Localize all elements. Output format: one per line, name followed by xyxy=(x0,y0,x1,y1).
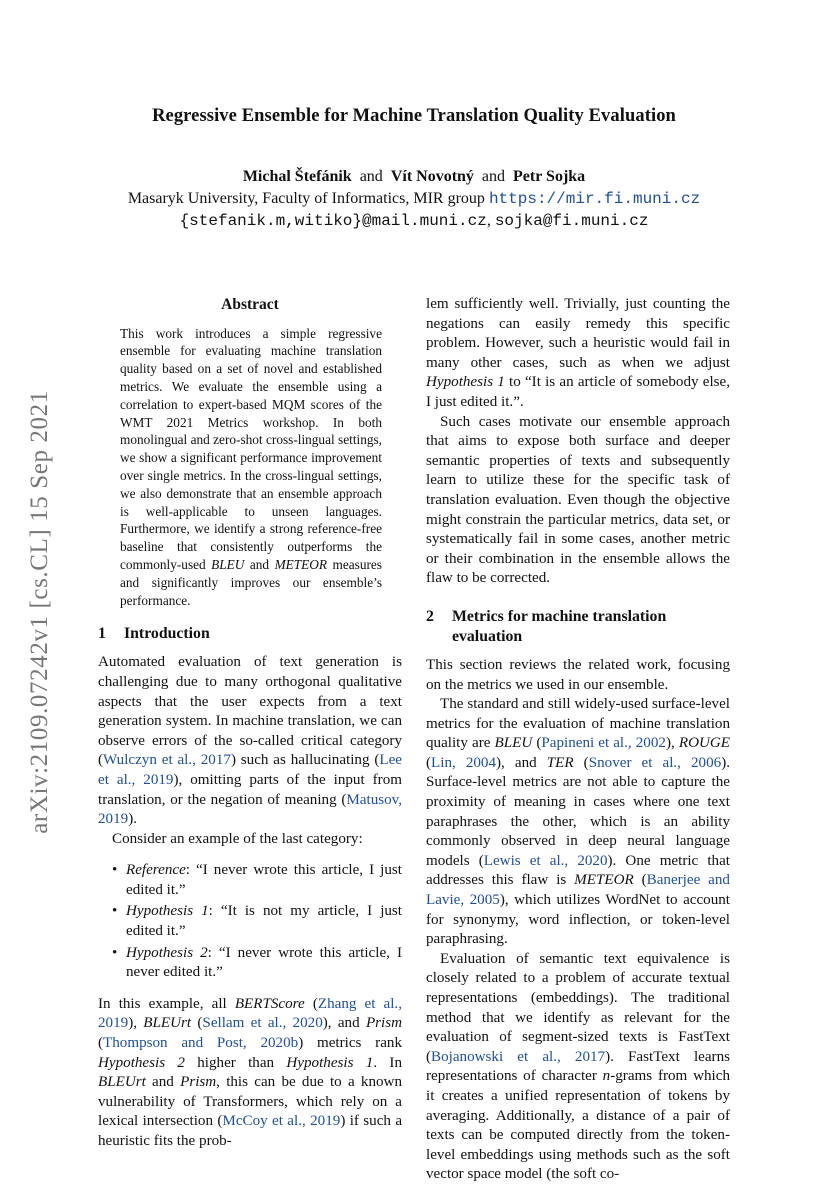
citation-link[interactable]: McCoy et al., 2019 xyxy=(222,1113,341,1130)
arxiv-stamp: arXiv:2109.07242v1 [cs.CL] 15 Sep 2021 xyxy=(26,390,53,834)
citation-link[interactable]: Thompson and Post, 2020b xyxy=(103,1035,299,1052)
citation-link[interactable]: Bojanowski et al., 2017 xyxy=(431,1048,606,1065)
section2-paragraph-1: This section reviews the related work, focusing on the metrics we used in our ensemble. xyxy=(426,656,730,693)
author-3: Petr Sojka xyxy=(513,168,586,185)
citation-link[interactable]: Lin, 2004 xyxy=(431,754,497,771)
email-1: {stefanik.m,witiko}@mail.muni.cz xyxy=(179,212,487,230)
section-heading-introduction xyxy=(98,624,402,644)
section2-paragraph-3: Evaluation of semantic text equivalence is closely related to a problem of accurate textual representations (embeddings). The traditional method that we identify as relevant for the evaluation of segment-sized texts is FastText (Bojanowski et al., 2017). FastText learns representations of character n-grams from which it creates a unified representation of tokens by averaging. Additionally, a distance of a pair of texts can be computed directly from the token-level embeddings using methods such as the soft vector space model (the soft co- xyxy=(426,950,730,1183)
email-2: sojka@fi.muni.cz xyxy=(494,212,649,230)
section-heading-metrics xyxy=(426,607,730,647)
list-item: • Hypothesis 2: “I never wrote this article, I never edited it.” xyxy=(112,944,402,983)
citation-link[interactable]: Lee et al., 2019 xyxy=(98,752,402,788)
intro-paragraph-3: In this example, all BERTScore (Zhang et al., 2019), BLEUrt (Sellam et al., 2020), and Prism (Thompson and Post, 2020b) metrics rank Hypothesis 2 higher than Hypothesis 1. In BLEUrt and Prism, this can be due to a known vulnerability of Transformers, which rely on a lexical intersection (McCoy et al., 2019) if such a heuristic fits the prob- xyxy=(98,995,403,1149)
section-title: Introduction xyxy=(124,625,210,643)
group-url-link[interactable]: https://mir.fi.muni.cz xyxy=(488,190,701,208)
author-names xyxy=(0,166,828,188)
left-column xyxy=(98,295,402,1152)
citation-link[interactable]: Lewis et al., 2020 xyxy=(483,852,608,869)
paper-title: Regressive Ensemble for Machine Translation Quality Evaluation xyxy=(152,106,676,126)
author-2: Vít Novotný xyxy=(390,168,474,185)
citation-link[interactable]: Papineni et al., 2002 xyxy=(541,735,666,752)
intro-paragraph-1: Automated evaluation of text generation is challenging due to many orthogonal qualitative aspects that the user expects from a text generation system. In machine translation, we can observe errors of the so-called critical category (Wulczyn et al., 2017) such as hallucinating (Lee et al., 2019), omitting parts of the input from translation, or the negation of meaning (Matusov, 2019). xyxy=(98,654,402,828)
citation-link[interactable]: Sellam et al., 2020 xyxy=(202,1015,323,1032)
intro-paragraph-5: Such cases motivate our ensemble approach that aims to expose both surface and deeper semantic properties of texts and subsequently learn to utilize these for the specific task of translation evaluation. Even though the objective might constrain the particular metrics, data set, or systematically fail in some cases, another metric or their combination in the ensemble allows the flaw to be corrected. xyxy=(426,413,730,587)
author-and: and xyxy=(481,168,506,185)
right-column xyxy=(426,295,730,1185)
section-title: Metrics for machine translation evaluation xyxy=(452,607,667,645)
email-separator: , xyxy=(486,212,491,229)
citation-link[interactable]: Zhang et al., 2019 xyxy=(98,995,402,1032)
intro-paragraph-4: lem sufficiently well. Trivially, just counting the negations can easily remedy this specific problem. However, such a heuristic would fail in many other cases, such as when we adjust Hypothesis 1 to “It is an article of somebody else, I just edited it.”. xyxy=(426,296,730,410)
author-and: and xyxy=(359,168,383,185)
citation-link[interactable]: Matusov, 2019 xyxy=(98,791,402,828)
citation-link[interactable]: Banerjee and Lavie, 2005 xyxy=(426,872,730,909)
intro-paragraph-2: Consider an example of the last category: xyxy=(112,830,363,847)
author-block xyxy=(0,166,828,232)
list-item: • Hypothesis 1: “It is not my article, I just edited it.” xyxy=(112,902,402,941)
affiliation-line xyxy=(0,188,828,210)
list-item: • Reference: “I never wrote this article, I just edited it.” xyxy=(112,861,402,900)
example-list xyxy=(98,861,402,983)
citation-link[interactable]: Wulczyn et al., 2017 xyxy=(103,752,231,769)
abstract-heading: Abstract xyxy=(221,296,279,313)
affiliation: Masaryk University, Faculty of Informatics, MIR group xyxy=(127,190,485,207)
abstract-text: This work introduces a simple regressive ensemble for evaluating machine translation quality based on a set of novel and established metrics. We evaluate the ensemble using a correlation to expert-based MQM scores of the WMT 2021 Metrics workshop. In both monolingual and zero-shot cross-lingual settings, we show a significant performance improvement over single metrics. In the cross-lingual settings, we also demonstrate that an ensemble approach is well-applicable to unseen languages. Furthermore, we identify a strong reference-free baseline that consistently outperforms the commonly-used BLEU and METEOR measures and significantly improves our ensemble’s performance. xyxy=(120,325,382,608)
section-number: 1 xyxy=(98,625,106,643)
author-1: Michal Štefánik xyxy=(242,168,352,185)
section-number: 2 xyxy=(426,607,434,625)
email-line xyxy=(0,210,828,232)
section2-paragraph-2: The standard and still widely-used surface-level metrics for the evaluation of machine translation quality are BLEU (Papineni et al., 2002), ROUGE (Lin, 2004), and TER (Snover et al., 2006). Surface-level metrics are not able to capture the proximity of meaning in cases where one text paraphrases the other, which is an ability commonly observed in deep neural language models (Lewis et al., 2020). One metric that addresses this flaw is METEOR (Banerjee and Lavie, 2005), which utilizes WordNet to account for synonymy, word inflection, or token-level paraphrasing. xyxy=(426,696,730,948)
citation-link[interactable]: Snover et al., 2006 xyxy=(588,754,722,771)
